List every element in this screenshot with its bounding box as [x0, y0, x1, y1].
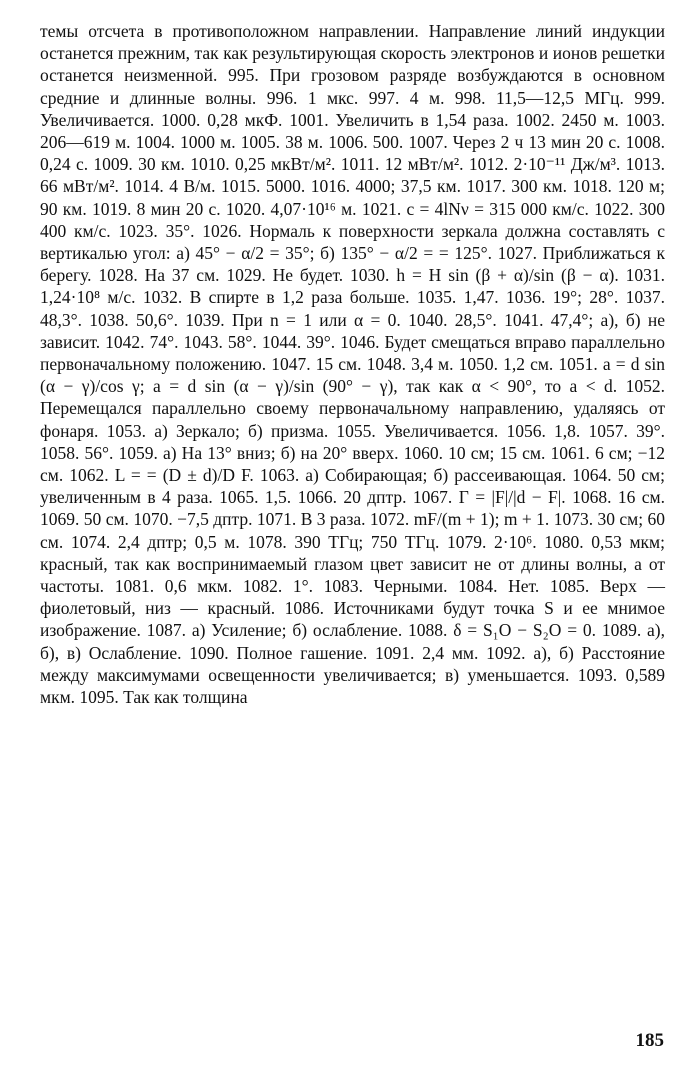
answers-text-block: [40, 20, 665, 708]
page-number: 185: [635, 1030, 664, 1051]
answers-paragraph: темы отсчета в противоположном направлении. Направление линий индукции останется прежним, так как результирующая скорость электронов и ионов решетки останется неизменной. 995. При грозовом разряде возбуждаются в основном средние и длинные волны. 996. 1 мкс. 997. 4 м. 998. 11,5—12,5 МГц. 999. Увеличивается. 1000. 0,28 мкФ. 1001. Увеличить в 1,54 раза. 1002. 2450 м. 1003. 206—619 м. 1004. 1000 м. 1005. 38 м. 1006. 500. 1007. Через 2 ч 13 мин 20 с. 1008. 0,24 с. 1009. 30 км. 1010. 0,25 мкВт/м². 1011. 12 мВт/м². 1012. 2·10⁻¹¹ Дж/м³. 1013. 66 мВт/м². 1014. 4 В/м. 1015. 5000. 1016. 4000; 37,5 км. 1017. 300 км. 1018. 120 м; 90 км. 1019. 8 мин 20 с. 1020. 4,07·10¹⁶ м. 1021. c = 4lNν = 315 000 км/с. 1022. 300 400 км/с. 1023. 35°. 1026. Нормаль к поверхности зеркала должна составлять с вертикалью угол: а) 45° − α/2 = 35°; б) 135° − α/2 = = 125°. 1027. Приближаться к берегу. 1028. На 37 см. 1029. Не будет. 1030. h = H sin (β + α)/sin (β − α). 1031. 1,24·10⁸ м/с. 1032. В спирте в 1,2 раза больше. 1035. 1,47. 1036. 19°; 28°. 1037. 48,3°. 1038. 50,6°. 1039. При n = 1 или α = 0. 1040. 28,5°. 1041. 47,4°; а), б) не зависит. 1042. 74°. 1043. 58°. 1044. 39°. 1046. Будет смещаться вправо параллельно первоначальному положению. 1047. 15 см. 1048. 3,4 м. 1050. 1,2 см. 1051. a = d sin (α − γ)/cos γ; a = d sin (α − γ)/sin (90° − γ), так как α < 90°, то a < d. 1052. Перемещался параллельно своему первоначальному направлению, удаляясь от фонаря. 1053. а) Зеркало; б) призма. 1055. Увеличивается. 1056. 1,8. 1057. 39°. 1058. 56°. 1059. а) На 13° вниз; б) на 20° вверх. 1060. 10 см; 15 см. 1061. 6 см; −12 см. 1062. L = = (D ± d)/D F. 1063. а) Собирающая; б) рассеивающая. 1064. 50 см; увеличенным в 4 раза. 1065. 1,5. 1066. 20 дптр. 1067. Γ = |F|/|d − F|. 1068. 16 см. 1069. 50 см. 1070. −7,5 дптр. 1071. В 3 раза. 1072. mF/(m + 1); m + 1. 1073. 30 см; 60 см. 1074. 2,4 дптр; 0,5 м. 1078. 390 ТГц; 750 ТГц. 1079. 2·10⁶. 1080. 0,53 мкм; красный, так как воспринимаемый глазом цвет зависит не от длины волны, а от частоты. 1081. 0,6 мкм. 1082. 1°. 1083. Черными. 1084. Нет. 1085. Верх — фиолетовый, низ — красный. 1086. Источниками будут точка S и ее мнимое изображение. 1087. а) Усиление; б) ослабление. 1088. δ = S₁O − S₂O = 0. 1089. а), б), в) Ослабление. 1090. Полное гашение. 1091. 2,4 мм. 1092. а), б) Расстояние между максимумами освещенности увеличивается; в) уменьшается. 1093. 0,589 мкм. 1095. Так как толщина: [40, 21, 665, 708]
